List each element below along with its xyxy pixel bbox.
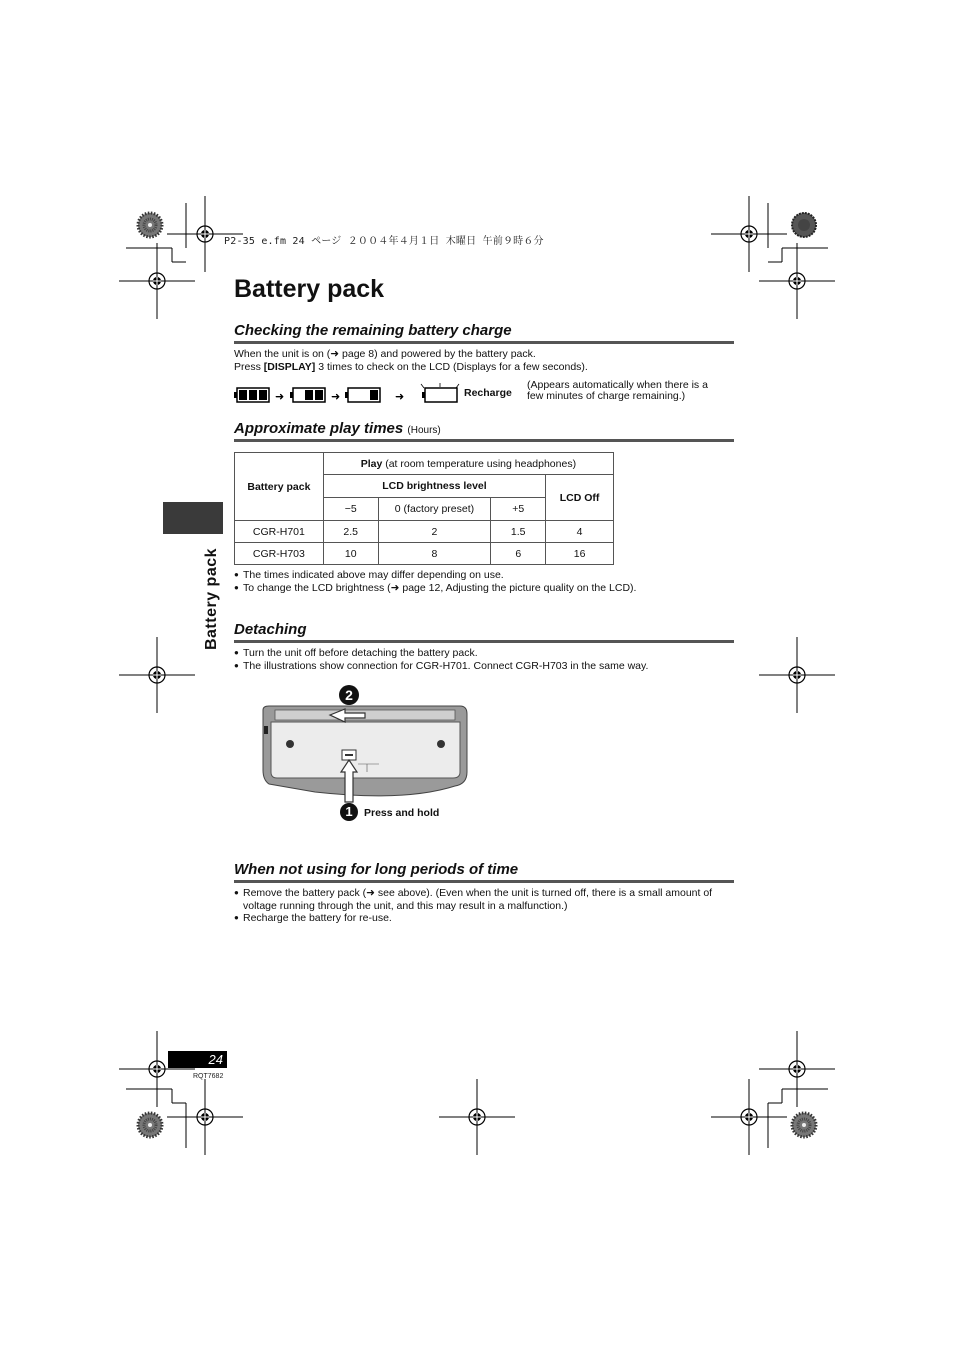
heading-checking-battery: Checking the remaining battery charge xyxy=(234,322,734,344)
table-cell: 6 xyxy=(491,543,546,565)
table-row xyxy=(235,543,614,565)
recharge-label: Recharge xyxy=(464,387,512,399)
battery-level-icon xyxy=(234,388,269,402)
table-row xyxy=(235,521,614,543)
list-item: ● To change the LCD brightness (➜ page 12, Adjusting the picture quality on the LCD). xyxy=(234,582,734,595)
recharge-note xyxy=(527,380,708,402)
check-line-1: When the unit is on (➜ page 8) and powered by the battery pack. xyxy=(234,348,536,360)
table-cell: 4 xyxy=(546,521,614,543)
table-cell: 2 xyxy=(378,521,491,543)
table-cell-model: CGR-H701 xyxy=(235,521,324,543)
heading-long-periods: When not using for long periods of time xyxy=(234,861,734,883)
list-item: ● Turn the unit off before detaching the battery pack. xyxy=(234,647,734,660)
side-tab-marker xyxy=(163,502,223,534)
table-cell: 1.5 xyxy=(491,521,546,543)
page-number: 24 xyxy=(168,1051,227,1068)
table-header-play xyxy=(323,453,613,475)
check-line-2-suffix: 3 times to check on the LCD (Displays for a few seconds). xyxy=(315,361,588,373)
table-header-lcd-level: LCD brightness level xyxy=(323,475,545,498)
list-item: ● Remove the battery pack (➜ see above). (Even when the unit is turned off, there is a small amount of voltage running through the unit, and this may result in a malfunction.) xyxy=(234,887,734,912)
press-and-hold-label: Press and hold xyxy=(364,807,440,819)
battery-level-icon xyxy=(421,383,459,408)
play-times-title: Approximate play times xyxy=(234,420,404,437)
table-level-minus5: −5 xyxy=(323,498,378,521)
recharge-note-line-2: few minutes of charge remaining.) xyxy=(527,390,686,402)
step-1-badge: 1 xyxy=(340,803,358,821)
heading-detaching: Detaching xyxy=(234,621,734,643)
document-code: RQT7682 xyxy=(193,1073,224,1080)
display-key: [DISPLAY] xyxy=(263,361,316,373)
play-times-table xyxy=(234,452,614,565)
side-tab-label: Battery pack xyxy=(203,547,220,651)
heading-play-times xyxy=(234,420,734,442)
play-times-notes xyxy=(234,569,734,594)
table-cell: 8 xyxy=(378,543,491,565)
arrow-right-icon: ➜ xyxy=(275,390,285,403)
recharge-note-line-1: (Appears automatically when there is a xyxy=(527,379,708,391)
battery-level-icon xyxy=(345,388,380,402)
table-header-play-bold: Play xyxy=(360,457,383,470)
arrow-right-icon: ➜ xyxy=(331,390,341,403)
list-item: ● Recharge the battery for re-use. xyxy=(234,912,734,925)
list-item: ● The times indicated above may differ depending on use. xyxy=(234,569,734,582)
table-level-factory: 0 (factory preset) xyxy=(378,498,491,521)
battery-level-icon xyxy=(290,388,325,402)
arrow-right-icon: ➜ xyxy=(395,390,405,403)
check-line-2-prefix: Press xyxy=(234,361,264,373)
table-level-plus5: +5 xyxy=(491,498,546,521)
table-cell: 10 xyxy=(323,543,378,565)
file-header-line: P2-35 e.fm 24 ページ ２００４年４月１日 木曜日 午前９時６分 xyxy=(224,236,544,247)
step-2-badge: 2 xyxy=(339,685,359,705)
check-line-2 xyxy=(234,361,588,374)
page-title: Battery pack xyxy=(234,275,385,303)
table-header-battery-pack: Battery pack xyxy=(235,453,324,521)
play-times-unit: (Hours) xyxy=(407,425,441,436)
detaching-notes xyxy=(234,647,734,672)
list-item: ● The illustrations show connection for CGR-H701. Connect CGR-H703 in the same way. xyxy=(234,660,734,673)
table-header-play-rest: (at room temperature using headphones) xyxy=(382,457,577,470)
table-cell-model: CGR-H703 xyxy=(235,543,324,565)
table-cell: 2.5 xyxy=(323,521,378,543)
long-periods-notes xyxy=(234,887,734,925)
table-header-lcd-off: LCD Off xyxy=(546,475,614,521)
table-cell: 16 xyxy=(546,543,614,565)
